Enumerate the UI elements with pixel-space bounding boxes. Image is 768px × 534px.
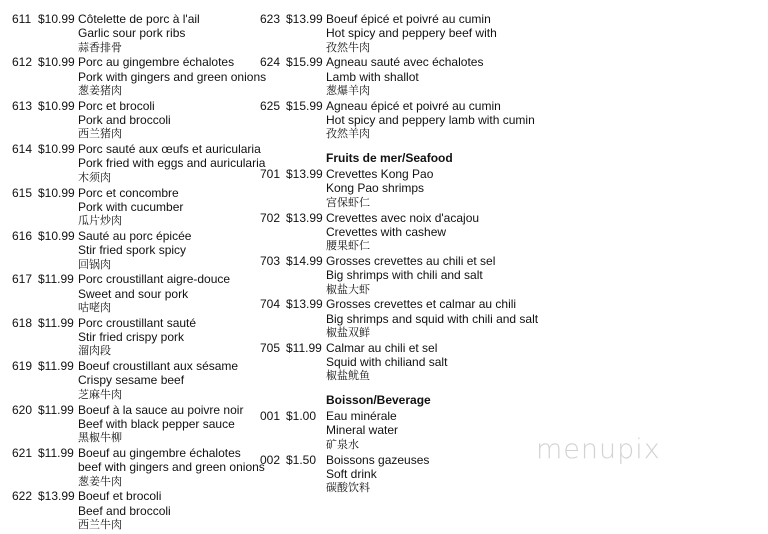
section-title-seafood: [258, 151, 558, 165]
item-name-chinese: 葱姜牛肉: [78, 474, 122, 488]
menu-item: [0, 55, 267, 98]
item-name-french: Grosses crevettes au chili et sel: [326, 253, 496, 268]
menu-column-left: [0, 12, 267, 533]
menu-item: [258, 167, 558, 210]
item-price: $10.99: [38, 185, 75, 200]
item-number: 704: [260, 297, 281, 312]
menu-item: [258, 341, 558, 384]
item-name-chinese: 溜肉段: [78, 344, 111, 358]
item-price: $11.99: [38, 272, 74, 287]
item-name-french: Eau minérale: [326, 409, 397, 424]
item-name-chinese: 瓜片炒肉: [78, 214, 122, 228]
menu-item: [0, 272, 258, 315]
menu-item: [258, 297, 558, 340]
item-name-english: Pork fried with eggs and auricularia: [78, 156, 266, 171]
item-name-chinese: 咕咾肉: [78, 300, 111, 314]
item-price: $1.50: [286, 452, 317, 467]
item-number: 703: [260, 253, 281, 268]
item-name-french: Crevettes Kong Pao: [326, 167, 434, 182]
menu-item: [258, 12, 558, 55]
menu-item: [258, 453, 558, 496]
item-number: 619: [12, 359, 33, 374]
item-name-english: Sweet and sour pork: [78, 286, 189, 301]
item-name-french: Agneau épicé et poivré au cumin: [326, 98, 501, 113]
item-name-chinese: 芝麻牛肉: [78, 387, 122, 401]
item-name-french: Calmar au chili et sel: [326, 340, 438, 355]
seafood-items: [258, 167, 558, 384]
item-name-french: Porc croustillant aigre-douce: [78, 272, 231, 287]
menu-item: [0, 12, 258, 55]
item-price: $10.99: [38, 98, 75, 113]
item-name-chinese: 宫保虾仁: [326, 195, 370, 209]
item-number: 618: [12, 315, 33, 330]
item-name-chinese: 蒜香排骨: [78, 40, 122, 54]
item-name-english: Stir fried spork spicy: [78, 243, 187, 258]
item-name-english: Kong Pao shrimps: [326, 181, 425, 196]
item-name-english: Lamb with shallot: [326, 69, 419, 84]
item-number: 620: [12, 402, 33, 417]
item-number: 616: [12, 228, 33, 243]
item-name-chinese: 孜然羊肉: [326, 127, 370, 141]
section-title-beverage: [258, 393, 558, 407]
item-name-french: Porc sauté aux œufs et auricularia: [78, 142, 261, 157]
item-name-french: Grosses crevettes et calmar au chili: [326, 297, 517, 312]
menu-item: [0, 489, 258, 532]
item-price: $10.99: [38, 12, 75, 26]
item-number: 624: [260, 55, 281, 70]
item-number: 615: [12, 185, 33, 200]
item-name-english: Big shrimps and squid with chili and salt: [326, 311, 539, 326]
item-name-chinese: 葱爆羊肉: [326, 83, 370, 97]
beverage-items: [258, 409, 558, 496]
item-name-english: beef with gingers and green onions: [78, 460, 265, 475]
item-number: 625: [260, 98, 281, 113]
item-name-chinese: 回锅肉: [78, 257, 111, 271]
item-price: $13.99: [286, 297, 323, 312]
item-name-english: Crispy sesame beef: [78, 373, 185, 388]
item-name-chinese: 孜然牛肉: [326, 40, 370, 54]
item-price: $13.99: [286, 167, 323, 182]
item-name-chinese: 椒盐大虾: [326, 282, 370, 296]
item-name-french: Côtelette de porc à l'ail: [78, 12, 200, 26]
item-name-french: Boeuf et brocoli: [78, 489, 162, 504]
item-price: $11.99: [38, 445, 74, 460]
item-name-chinese: 木须肉: [78, 170, 111, 184]
item-name-chinese: 椒盐鱿鱼: [326, 369, 370, 383]
item-name-english: Crevettes with cashew: [326, 224, 447, 239]
item-name-english: Beef with black pepper sauce: [78, 416, 235, 431]
item-name-french: Boeuf épicé et poivré au cumin: [326, 12, 491, 26]
menu-item: [258, 99, 558, 142]
menu-column-right: [258, 12, 558, 496]
item-price: $10.99: [38, 142, 75, 157]
item-number: 701: [260, 167, 281, 182]
item-price: $11.99: [286, 340, 322, 355]
item-name-english: Soft drink: [326, 466, 377, 481]
beverage-title: Boisson/Beverage: [326, 393, 431, 408]
item-name-english: Hot spicy and peppery beef with: [326, 26, 497, 41]
item-number: 612: [12, 55, 33, 70]
item-number: 613: [12, 98, 33, 113]
item-name-chinese: 腰果虾仁: [326, 239, 370, 253]
item-name-english: Pork with cucumber: [78, 199, 184, 214]
item-number: 617: [12, 272, 33, 287]
item-number: 702: [260, 210, 281, 225]
item-name-french: Boissons gazeuses: [326, 452, 430, 467]
menu-item: [258, 409, 558, 452]
item-name-english: Hot spicy and peppery lamb with cumin: [326, 113, 535, 128]
item-price: $13.99: [286, 210, 323, 225]
item-name-french: Sauté au porc épicée: [78, 228, 192, 243]
item-price: $11.99: [38, 402, 74, 417]
item-number: 614: [12, 142, 33, 157]
item-name-chinese: 矿泉水: [326, 437, 359, 451]
item-name-english: Pork and broccoli: [78, 113, 171, 128]
seafood-title: Fruits de mer/Seafood: [326, 151, 453, 166]
menu-item: [258, 55, 558, 98]
item-number: 002: [260, 452, 281, 467]
item-name-french: Boeuf croustillant aux sésame: [78, 359, 239, 374]
item-price: $14.99: [286, 253, 323, 268]
menu-item: [0, 403, 258, 446]
item-price: $15.99: [286, 98, 323, 113]
item-number: 622: [12, 489, 33, 504]
item-price: $15.99: [286, 55, 323, 70]
item-name-english: Stir fried crispy pork: [78, 330, 185, 345]
item-number: 705: [260, 340, 281, 355]
item-name-english: Big shrimps with chili and salt: [326, 268, 483, 283]
item-name-french: Boeuf au gingembre échalotes: [78, 445, 241, 460]
item-name-chinese: 椒盐双鲜: [326, 325, 370, 339]
menu-item: [258, 254, 558, 297]
item-number: 611: [12, 12, 32, 26]
item-name-chinese: 葱姜猪肉: [78, 83, 122, 97]
item-name-french: Boeuf à la sauce au poivre noir: [78, 402, 244, 417]
item-name-french: Porc et brocoli: [78, 98, 155, 113]
item-number: 621: [12, 445, 33, 460]
item-name-chinese: 碳酸饮料: [326, 481, 370, 495]
item-name-french: Crevettes avec noix d'acajou: [326, 210, 480, 225]
item-price: $10.99: [38, 228, 75, 243]
menu-item: [0, 359, 258, 402]
menu-item: [0, 445, 265, 489]
item-name-chinese: 西兰牛肉: [78, 517, 122, 531]
item-price: $11.99: [38, 315, 74, 330]
item-name-english: Pork with gingers and green onions: [78, 69, 267, 84]
watermark-logo: menupix: [536, 434, 661, 465]
item-name-english: Beef and broccoli: [78, 503, 171, 518]
menu-item: [0, 229, 258, 272]
item-name-chinese: 西兰猪肉: [78, 127, 122, 141]
menu-item: [0, 99, 258, 142]
item-price: $1.00: [286, 409, 317, 424]
item-price: $13.99: [286, 12, 323, 26]
item-name-french: Porc au gingembre échalotes: [78, 55, 235, 70]
item-name-english: Garlic sour pork ribs: [78, 26, 186, 41]
item-number: 623: [260, 12, 281, 26]
item-name-chinese: 黑椒牛柳: [78, 431, 122, 445]
item-name-english: Mineral water: [326, 423, 399, 438]
item-price: $10.99: [38, 55, 75, 70]
menu-item: [258, 211, 558, 254]
menu-item: [0, 142, 266, 185]
item-name-french: Porc croustillant sauté: [78, 315, 197, 330]
menu-item: [0, 186, 258, 229]
item-name-french: Porc et concombre: [78, 185, 179, 200]
item-number: 001: [260, 409, 281, 424]
item-price: $11.99: [38, 359, 74, 374]
item-name-english: Squid with chiliand salt: [326, 355, 448, 370]
menu-item: [0, 316, 258, 359]
meat-items-continued: [258, 12, 558, 142]
item-name-french: Agneau sauté avec échalotes: [326, 55, 484, 70]
item-price: $13.99: [38, 489, 75, 504]
